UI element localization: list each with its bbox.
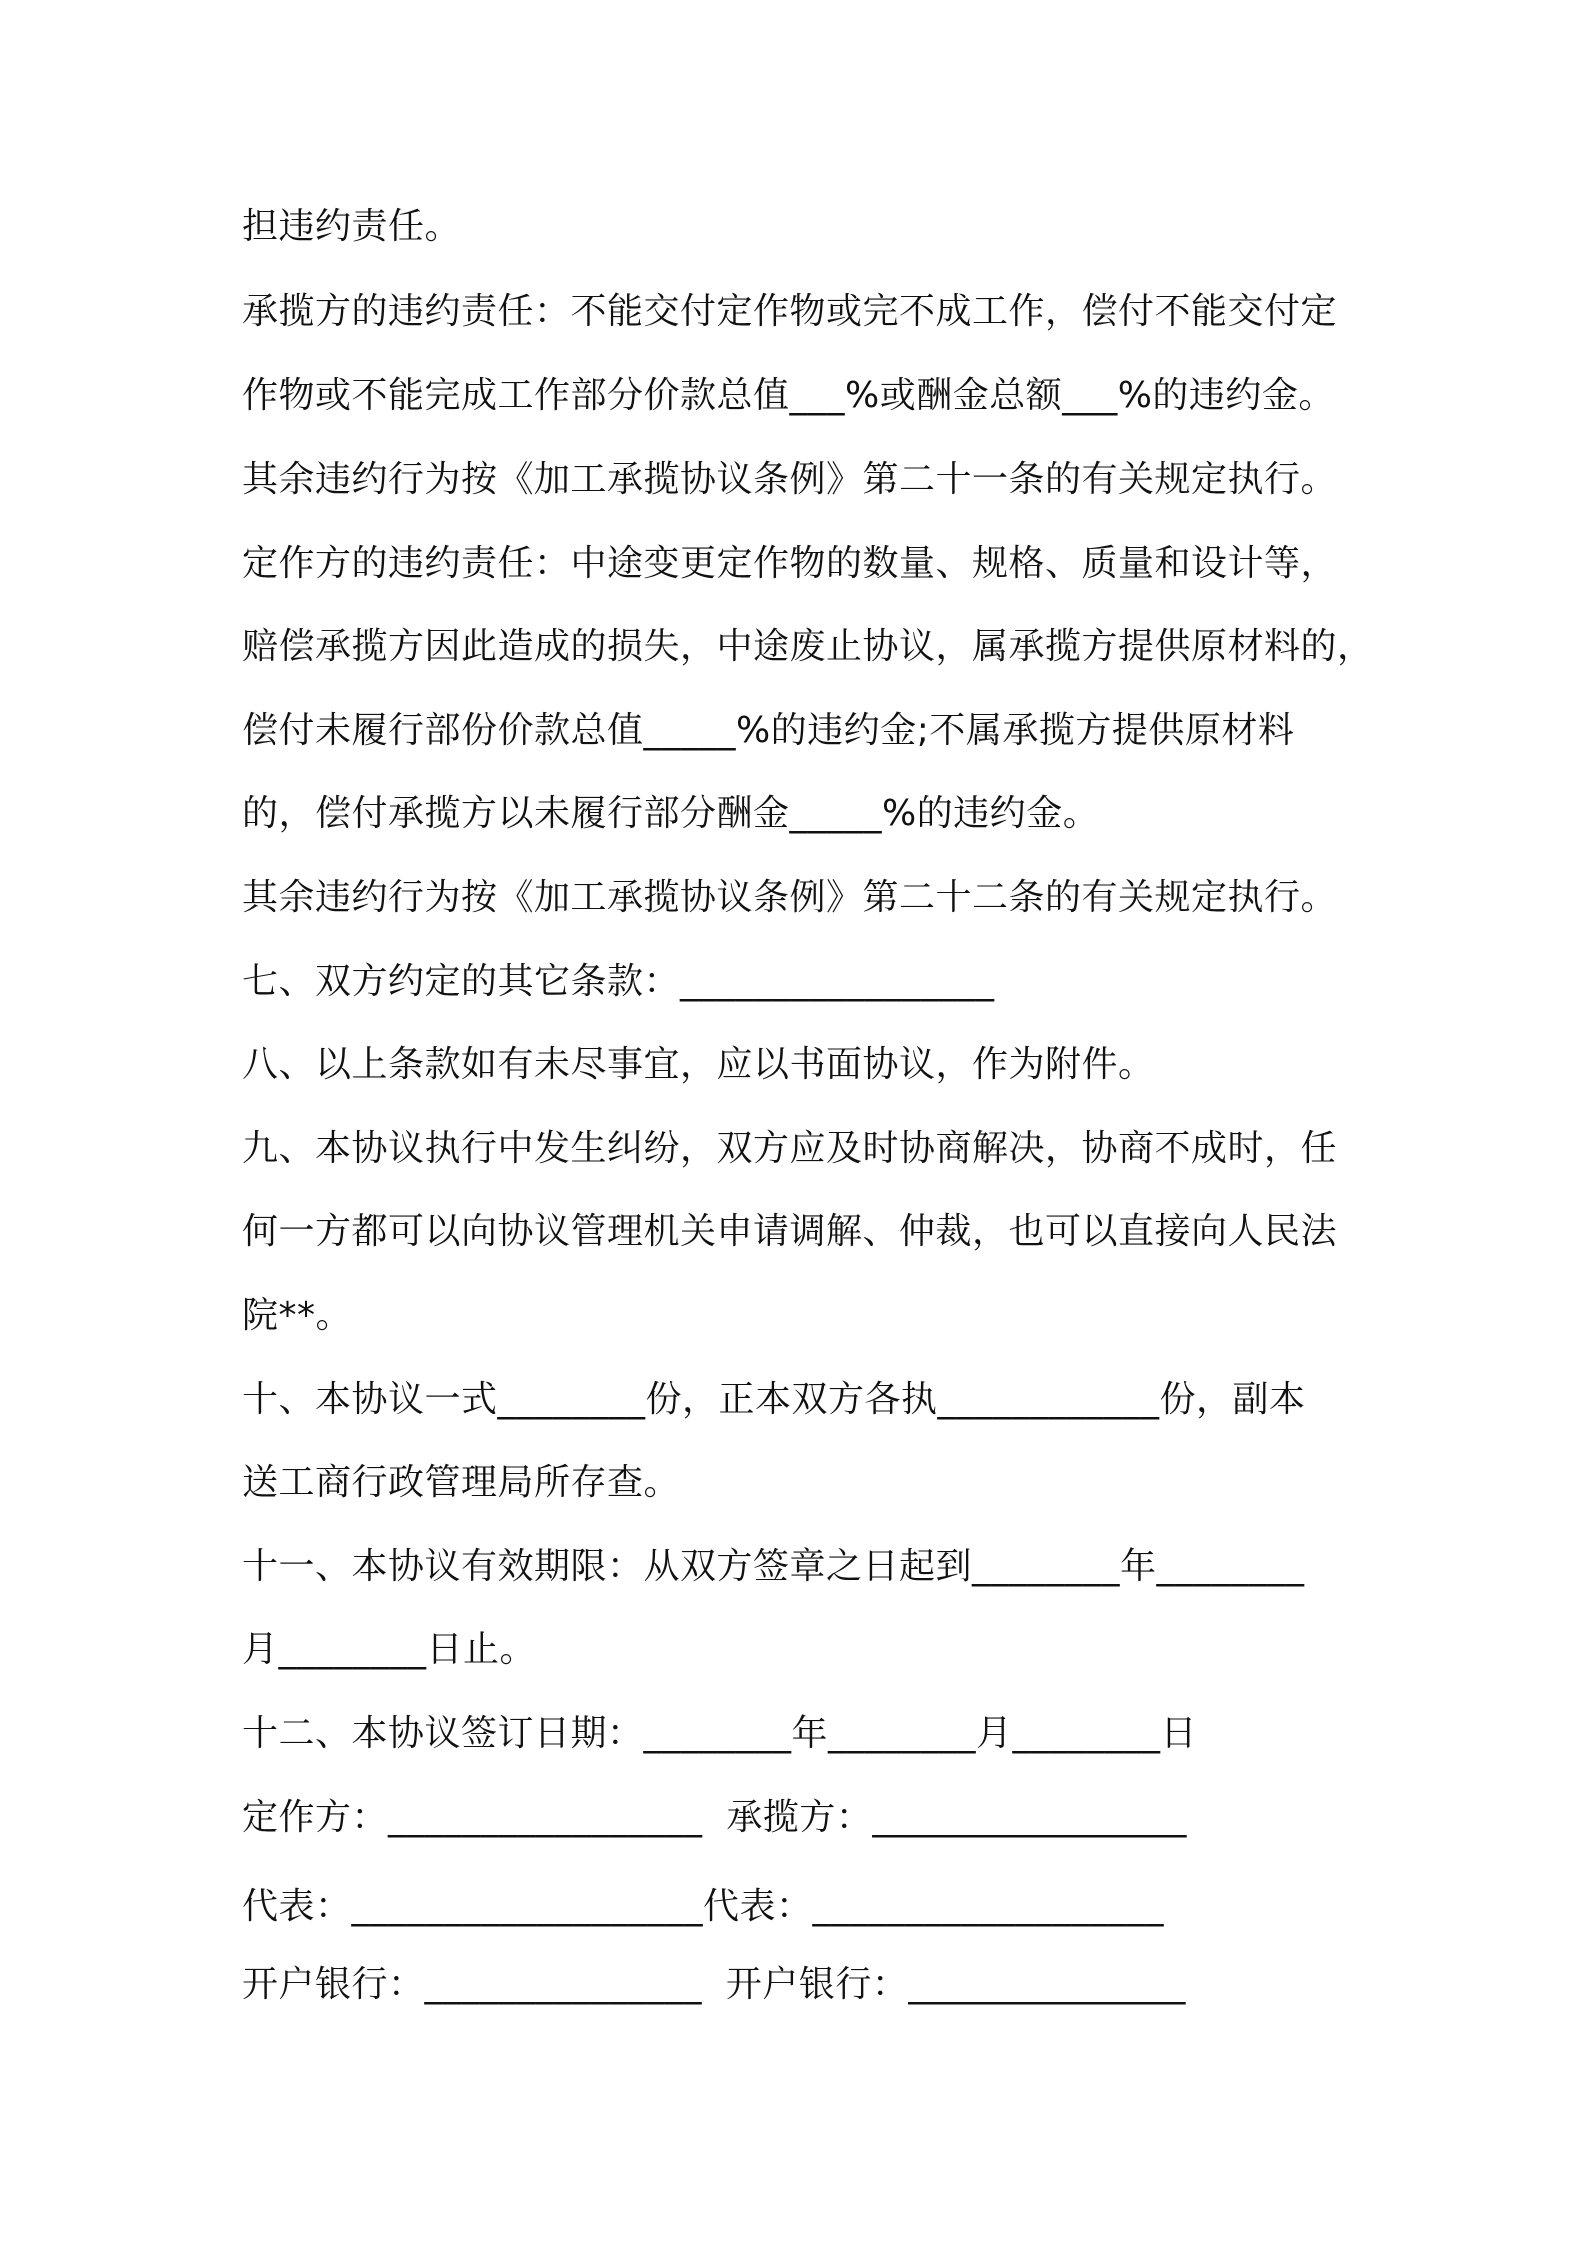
text-line: 十、本协议一式________份，正本双方各执____________份，副本: [242, 1379, 1306, 1420]
text-line: 九、本协议执行中发生纠纷，双方应及时协商解决，协商不成时，任: [242, 1128, 1338, 1169]
text-line: 承揽方的违约责任：不能交付定作物或完不成工作，偿付不能交付定: [242, 291, 1338, 332]
text-line: 月________日止。: [242, 1629, 537, 1670]
text-line: 其余违约行为按《加工承揽协议条例》第二十二条的有关规定执行。: [242, 877, 1338, 918]
text-line: 的，偿付承揽方以未履行部分酬金_____%的违约金。: [242, 793, 1100, 834]
text-line: 何一方都可以向协议管理机关申请调解、仲裁，也可以直接向人民法: [242, 1211, 1338, 1252]
text-line: 开户银行：_______________ 开户银行：_______________: [242, 1964, 1186, 2005]
text-line: 代表：___________________代表：___________________: [242, 1886, 1165, 1927]
text-line: 十一、本协议有效期限：从双方签章之日起到________年________: [242, 1546, 1305, 1587]
text-line: 八、以上条款如有未尽事宜，应以书面协议，作为附件。: [242, 1044, 1155, 1085]
text-line: 赔偿承揽方因此造成的损失，中途废止协议，属承揽方提供原材料的，: [242, 626, 1374, 667]
text-line: 作物或不能完成工作部分价款总值___%或酬金总额___%的违约金。: [242, 375, 1335, 416]
text-line: 送工商行政管理局所存查。: [242, 1462, 681, 1503]
text-line: 定作方的违约责任：中途变更定作物的数量、规格、质量和设计等，: [242, 543, 1338, 584]
text-line: 七、双方约定的其它条款：_________________: [242, 961, 995, 1002]
text-line: 其余违约行为按《加工承揽协议条例》第二十一条的有关规定执行。: [242, 459, 1338, 500]
text-line: 十二、本协议签订日期：________年________月________日: [242, 1713, 1198, 1754]
text-line: 担违约责任。: [242, 206, 462, 247]
text-line: 院**。: [242, 1295, 353, 1336]
text-line: 定作方：_________________ 承揽方：_________________: [242, 1797, 1187, 1838]
text-line: 偿付未履行部份价款总值_____%的违约金;不属承揽方提供原材料: [242, 710, 1295, 751]
